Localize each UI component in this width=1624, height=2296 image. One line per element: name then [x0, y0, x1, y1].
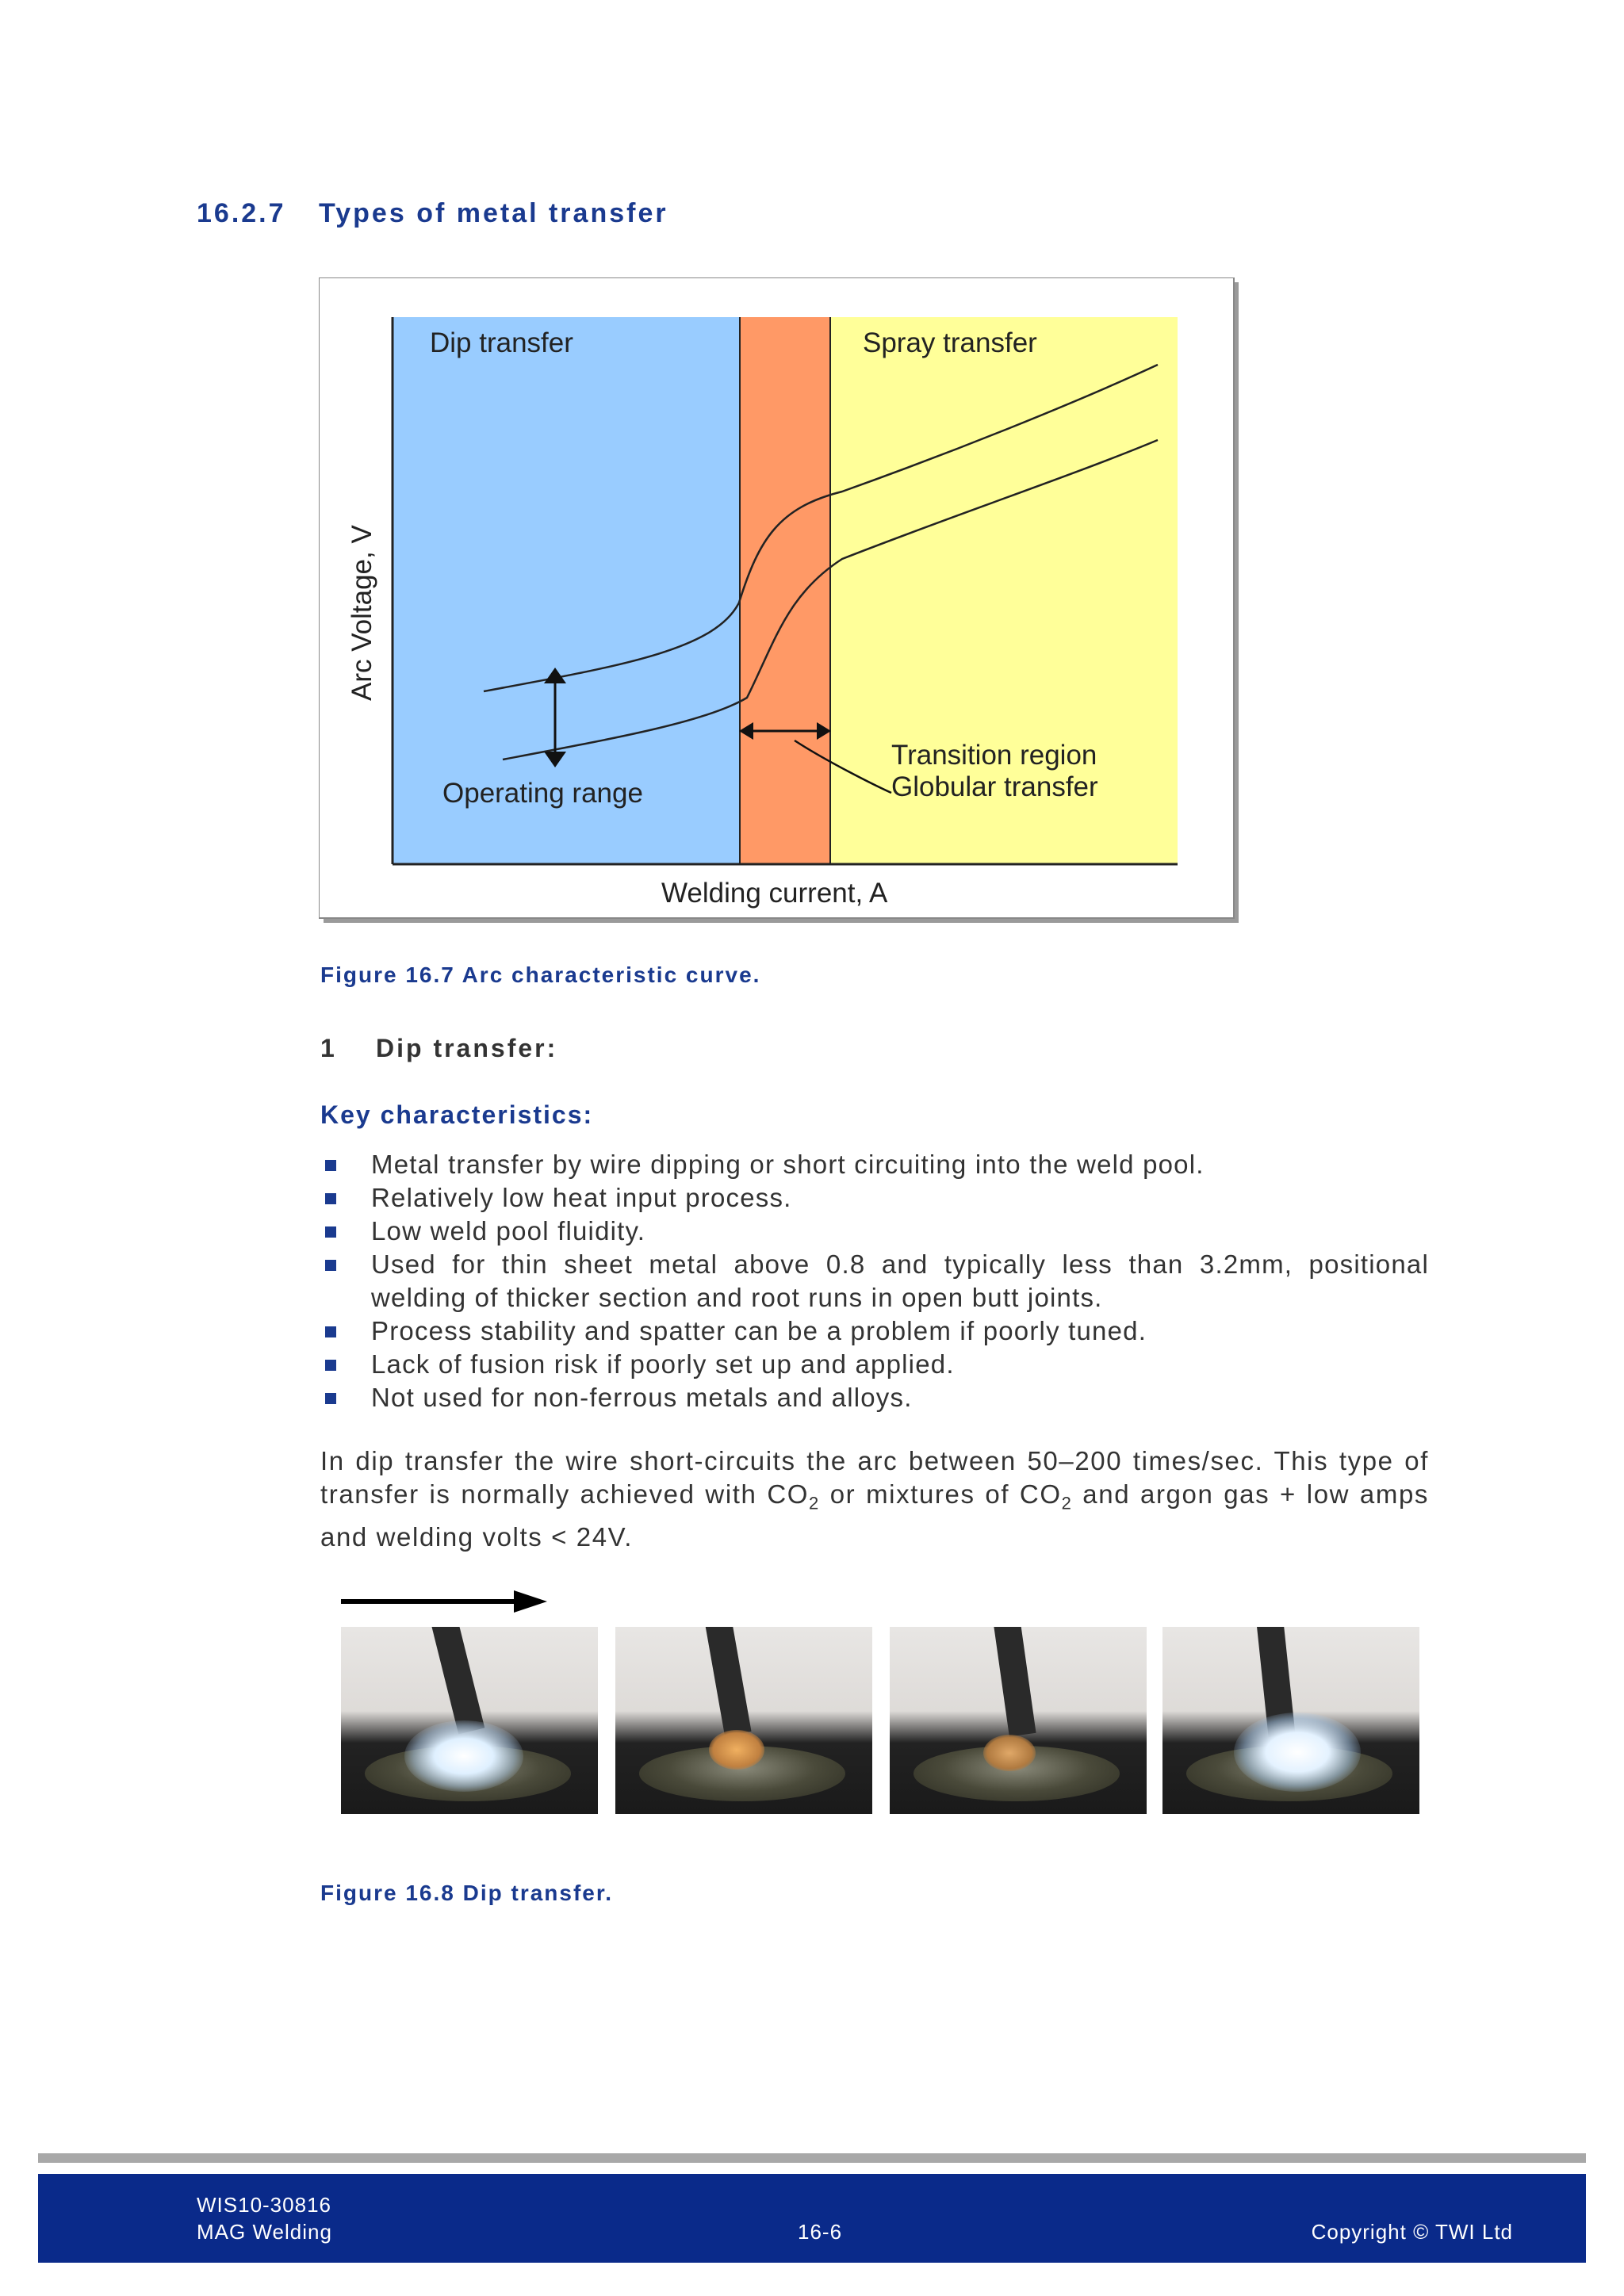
footer-doc-id: WIS10-30816 — [197, 2193, 331, 2217]
dip-transfer-photo-3 — [890, 1627, 1147, 1814]
list-item: Used for thin sheet metal above 0.8 and typically less than 3.2mm, positional welding of thicker section and root runs in open butt joints. — [320, 1248, 1429, 1314]
dip-transfer-photo-1 — [341, 1627, 598, 1814]
transition-region — [740, 317, 830, 864]
footer-module: MAG Welding — [197, 2220, 332, 2244]
figure1-caption: Figure 16.7 Arc characteristic curve. — [320, 962, 761, 987]
dip-transfer-photo-2 — [615, 1627, 872, 1814]
section-title: Types of metal transfer — [319, 198, 668, 228]
list-item: Not used for non-ferrous metals and alloys. — [320, 1381, 1429, 1414]
footer-divider — [38, 2153, 1586, 2163]
list-item: Process stability and spatter can be a problem if poorly tuned. — [320, 1314, 1429, 1348]
figure2-caption: Figure 16.8 Dip transfer. — [320, 1881, 613, 1905]
dip-transfer-photo-4 — [1162, 1627, 1419, 1814]
bullet-square-icon — [325, 1360, 336, 1371]
list-item: Metal transfer by wire dipping or short circuiting into the weld pool. — [320, 1148, 1429, 1181]
dip-transfer-label: Dip transfer — [430, 327, 573, 358]
bullet-square-icon — [325, 1393, 336, 1404]
dip-heading-number: 1 — [320, 1034, 337, 1062]
x-axis-label: Welding current, A — [661, 878, 888, 909]
footer-page-number: 16-6 — [798, 2220, 843, 2244]
bullet-square-icon — [325, 1260, 336, 1271]
page-footer — [38, 2174, 1586, 2263]
bullet-square-icon — [325, 1326, 336, 1337]
dip-transfer-heading — [320, 1034, 557, 1063]
dip-heading-title: Dip transfer: — [376, 1034, 558, 1062]
dip-transfer-photo-sequence — [341, 1627, 1419, 1820]
operating-range-label: Operating range — [442, 778, 643, 809]
footer-copyright: Copyright © TWI Ltd — [1311, 2220, 1513, 2244]
section-number: 16.2.7 — [197, 198, 286, 228]
bullet-square-icon — [325, 1160, 336, 1171]
list-item: Low weld pool fluidity. — [320, 1215, 1429, 1248]
dip-transfer-paragraph: In dip transfer the wire short-circuits the arc between 50–200 times/sec. This type of transfer is normally achieved with $CO_2$ or mixtures of $CO_2$ and argon gas + low amps and welding volts < 24V. — [320, 1446, 1429, 1552]
list-item: Lack of fusion risk if poorly set up and applied. — [320, 1348, 1429, 1381]
characteristics-list — [320, 1148, 1429, 1414]
y-axis-label: Arc Voltage, V — [347, 525, 377, 701]
bullet-square-icon — [325, 1193, 336, 1204]
transition-region-label: Transition region — [891, 740, 1097, 771]
list-item: Relatively low heat input process. — [320, 1181, 1429, 1215]
section-heading — [197, 198, 668, 229]
spray-transfer-label: Spray transfer — [863, 327, 1037, 358]
direction-arrow-icon — [341, 1584, 549, 1616]
bullet-square-icon — [325, 1226, 336, 1238]
arc-characteristic-figure — [319, 277, 1239, 923]
key-characteristics-heading: Key characteristics: — [320, 1100, 594, 1129]
globular-transfer-label: Globular transfer — [891, 771, 1098, 802]
